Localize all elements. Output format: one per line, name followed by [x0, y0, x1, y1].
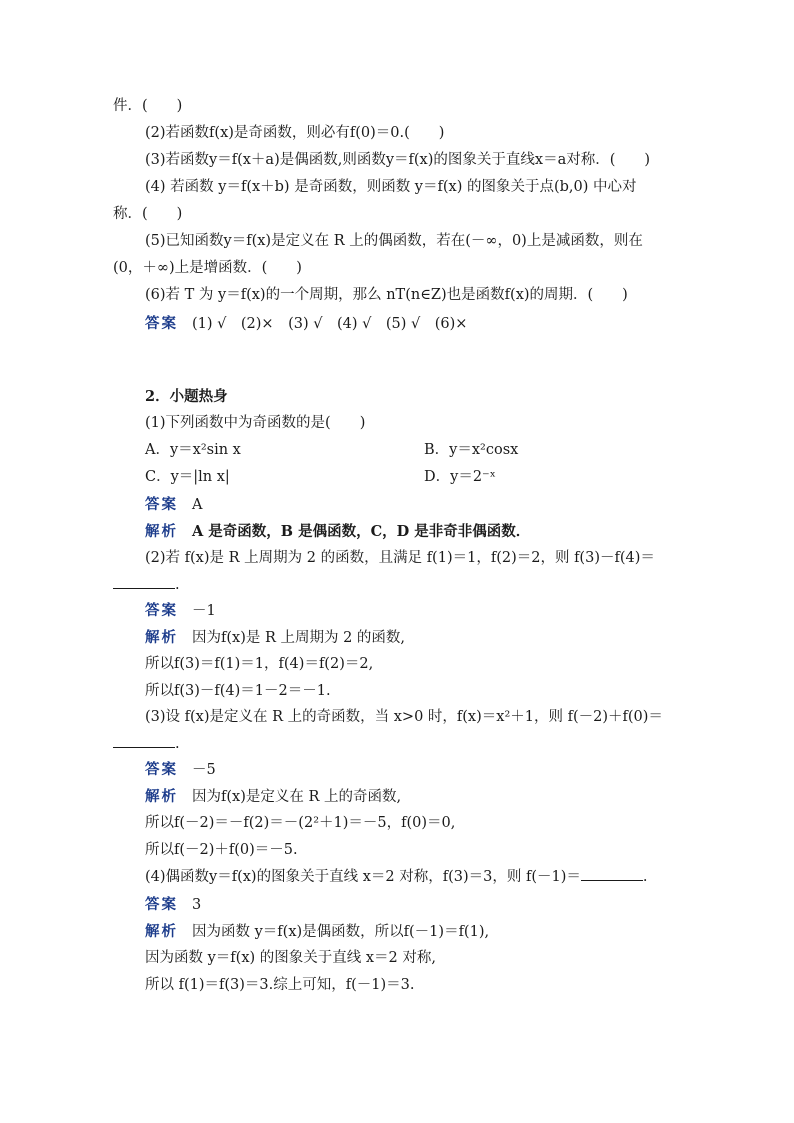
judgment-q5-line1: (5)已知函数y＝f(x)是定义在 R 上的偶函数，若在(－∞，0)上是减函数，则在	[145, 233, 643, 249]
answer-blank	[581, 866, 643, 881]
answer-value: －1	[192, 603, 216, 619]
explanation-3-line2: 所以f(－2)＝－f(2)＝－(2²＋1)＝－5，f(0)＝0,	[145, 815, 456, 831]
explanation-4	[145, 918, 489, 946]
answer-label: 答案	[145, 761, 178, 778]
explanation-label: 解析	[145, 523, 178, 540]
answer-4	[145, 891, 201, 919]
judgment-q5-line2: (0，＋∞)上是增函数．( )	[113, 260, 302, 276]
explanation-label: 解析	[145, 788, 178, 805]
explanation-2	[145, 624, 405, 652]
explanation-4-line3: 所以 f(1)＝f(3)＝3.综上可知，f(－1)＝3.	[145, 977, 415, 993]
answer-3	[145, 756, 216, 784]
explanation-1	[145, 518, 530, 546]
warmup-q3-line1: (3)设 f(x)是定义在 R 上的奇函数，当 x>0 时，f(x)＝x²＋1，则 f(－2)＋f(0)＝	[145, 709, 663, 725]
answer-value: －5	[192, 762, 216, 778]
explanation-text: 因为f(x)是定义在 R 上的奇函数,	[192, 789, 402, 805]
option-d: D．y＝2⁻ˣ	[424, 469, 496, 485]
question-text: (4)偶函数y＝f(x)的图象关于直线 x＝2 对称，f(3)＝3，则 f(－1)＝	[145, 869, 581, 885]
judgment-answer	[145, 310, 467, 338]
section-heading: 2．小题热身	[145, 388, 228, 405]
explanation-3	[145, 783, 401, 811]
warmup-q1: (1)下列函数中为奇函数的是( )	[145, 415, 366, 431]
option-b: B．y＝x²cosx	[424, 442, 519, 458]
answer-text: (1) √ (2)× (3) √ (4) √ (5) √ (6)×	[192, 316, 468, 332]
warmup-q3-blank: .	[113, 731, 180, 758]
answer-label: 答案	[145, 602, 178, 619]
explanation-2-line3: 所以f(3)－f(4)＝1－2＝－1.	[145, 683, 331, 699]
answer-2	[145, 597, 216, 625]
answer-1	[145, 491, 202, 519]
judgment-q2: (2)若函数f(x)是奇函数，则必有f(0)＝0.( )	[145, 125, 445, 141]
answer-label: 答案	[145, 896, 178, 913]
judgment-q4-line1: (4) 若函数 y＝f(x＋b) 是奇函数，则函数 y＝f(x) 的图象关于点(b,0) 中心对	[145, 179, 637, 195]
answer-label: 答案	[145, 496, 178, 513]
warmup-q2-blank: .	[113, 572, 180, 599]
answer-value: A	[192, 497, 203, 513]
explanation-label: 解析	[145, 923, 178, 940]
explanation-3-line3: 所以f(－2)＋f(0)＝－5.	[145, 842, 298, 858]
explanation-label: 解析	[145, 629, 178, 646]
judgment-q3: (3)若函数y＝f(x＋a)是偶函数,则函数y＝f(x)的图象关于直线x＝a对称．( )	[145, 152, 651, 168]
warmup-q4: (4)偶函数y＝f(x)的图象关于直线 x＝2 对称，f(3)＝3，则 f(－1)＝ .	[145, 864, 647, 891]
answer-blank	[113, 574, 175, 589]
q1-continuation: 件．( )	[113, 98, 183, 114]
option-c: C．y＝|ln x|	[145, 469, 230, 485]
explanation-text: 因为f(x)是 R 上周期为 2 的函数,	[192, 630, 406, 646]
explanation-4-line2: 因为函数 y＝f(x) 的图象关于直线 x＝2 对称,	[145, 950, 436, 966]
answer-label: 答案	[145, 315, 178, 332]
explanation-2-line2: 所以f(3)＝f(1)＝1，f(4)＝f(2)＝2,	[145, 656, 374, 672]
warmup-q2-line1: (2)若 f(x)是 R 上周期为 2 的函数，且满足 f(1)＝1，f(2)＝2，则 f(3)－f(4)＝	[145, 550, 655, 566]
explanation-text: 因为函数 y＝f(x)是偶函数，所以f(－1)＝f(1),	[192, 924, 490, 940]
answer-value: 3	[192, 897, 202, 913]
answer-blank	[113, 733, 175, 748]
option-a: A．y＝x²sin x	[145, 442, 241, 458]
explanation-text: A 是奇函数，B 是偶函数，C，D 是非奇非偶函数．	[192, 523, 531, 540]
judgment-q6: (6)若 T 为 y＝f(x)的一个周期，那么 nT(n∈Z)也是函数f(x)的周期．( )	[145, 287, 628, 303]
judgment-q4-line2: 称．( )	[113, 206, 183, 222]
